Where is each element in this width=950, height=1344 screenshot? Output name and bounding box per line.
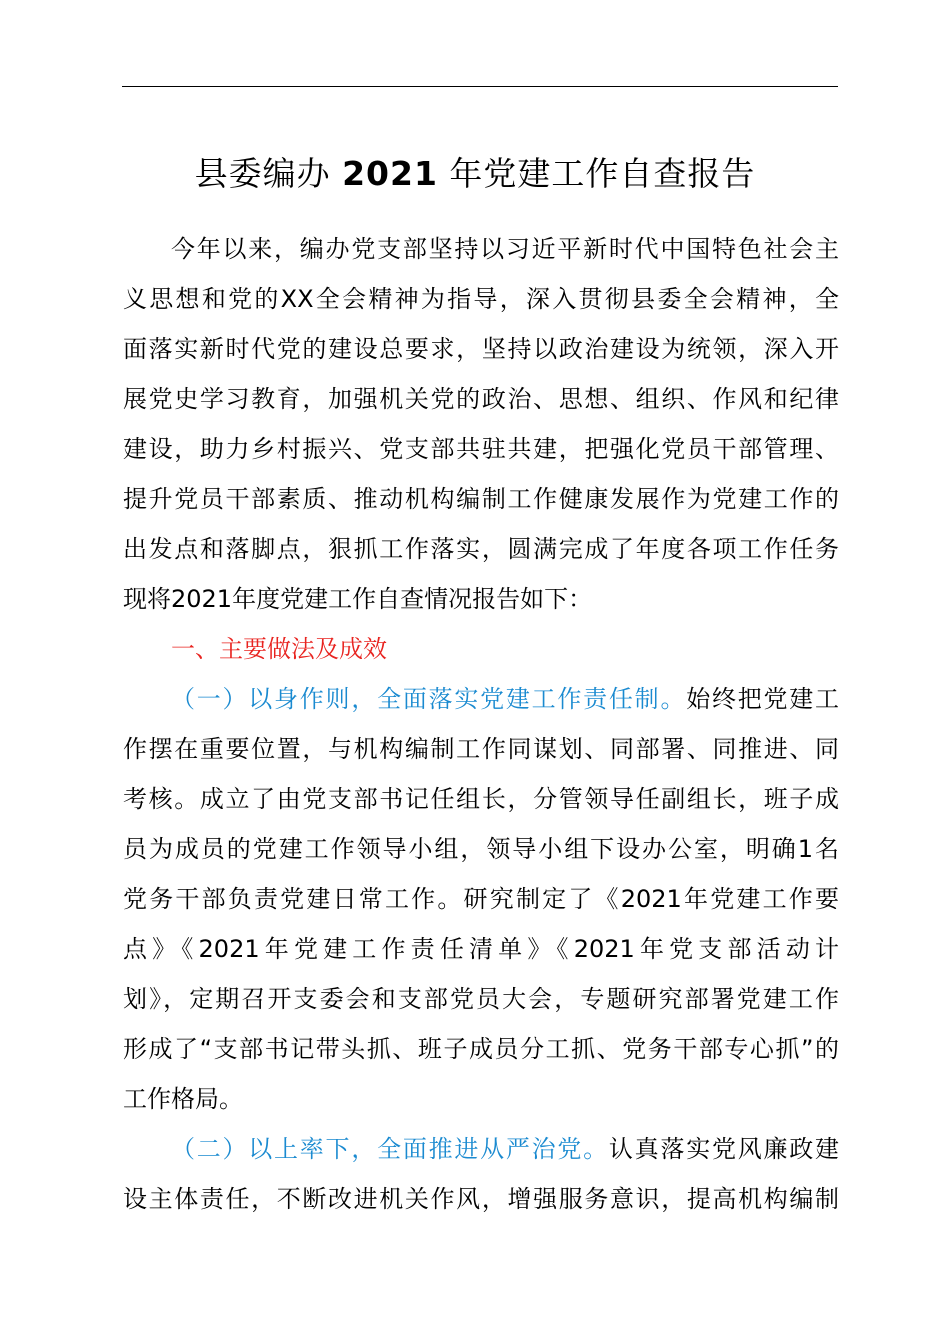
document-title bbox=[0, 150, 950, 198]
title-year: 2021 bbox=[342, 154, 438, 193]
title-suffix: 年党建工作自查报告 bbox=[449, 154, 756, 193]
body-line: 党务干部负责党建日常工作。研究制定了《2021年党建工作要 bbox=[123, 885, 839, 913]
section-heading: 一、主要做法及成效 bbox=[171, 635, 387, 663]
body-line: 设主体责任，不断改进机关作风，增强服务意识，提高机构编制 bbox=[123, 1185, 839, 1213]
subsection-text: 认真落实党风廉政建 bbox=[608, 1135, 839, 1163]
intro-line: 现将2021年度党建工作自查情况报告如下： bbox=[123, 585, 593, 613]
body-line: 工作格局。 bbox=[123, 1085, 243, 1113]
intro-line: 面落实新时代党的建设总要求，坚持以政治建设为统领，深入开 bbox=[123, 335, 839, 363]
intro-line: 展党史学习教育，加强机关党的政治、思想、组织、作风和纪律 bbox=[123, 385, 839, 413]
body-line: 作摆在重要位置，与机构编制工作同谋划、同部署、同推进、同 bbox=[123, 735, 839, 763]
body-line: 考核。成立了由党支部书记任组长，分管领导任副组长，班子成 bbox=[123, 785, 839, 813]
header-rule bbox=[122, 86, 838, 87]
intro-line: 义思想和党的XX全会精神为指导，深入贯彻县委全会精神，全 bbox=[123, 285, 839, 313]
body-line: 点》《2021年党建工作责任清单》《2021年党支部活动计 bbox=[123, 935, 839, 963]
intro-line: 建设，助力乡村振兴、党支部共驻共建，把强化党员干部管理、 bbox=[123, 435, 839, 463]
subsection-heading: （二）以上率下，全面推进从严治党。 bbox=[171, 1135, 609, 1163]
body-line: 员为成员的党建工作领导小组，领导小组下设办公室，明确1名 bbox=[123, 835, 839, 863]
intro-line: 出发点和落脚点，狠抓工作落实，圆满完成了年度各项工作任务 bbox=[123, 535, 839, 563]
subsection-first-line bbox=[171, 674, 839, 724]
intro-line: 提升党员干部素质、推动机构编制工作健康发展作为党建工作的 bbox=[123, 485, 839, 513]
title-prefix: 县委编办 bbox=[194, 154, 331, 193]
body-line: 划》，定期召开支委会和支部党员大会，专题研究部署党建工作 bbox=[123, 985, 839, 1013]
subsection-first-line bbox=[171, 1124, 839, 1174]
intro-line: 今年以来，编办党支部坚持以习近平新时代中国特色社会主 bbox=[171, 235, 839, 263]
body-line: 形成了“支部书记带头抓、班子成员分工抓、党务干部专心抓”的 bbox=[123, 1035, 839, 1063]
subsection-heading: （一）以身作则，全面落实党建工作责任制。 bbox=[171, 685, 687, 713]
subsection-text: 始终把党建工 bbox=[686, 685, 839, 713]
